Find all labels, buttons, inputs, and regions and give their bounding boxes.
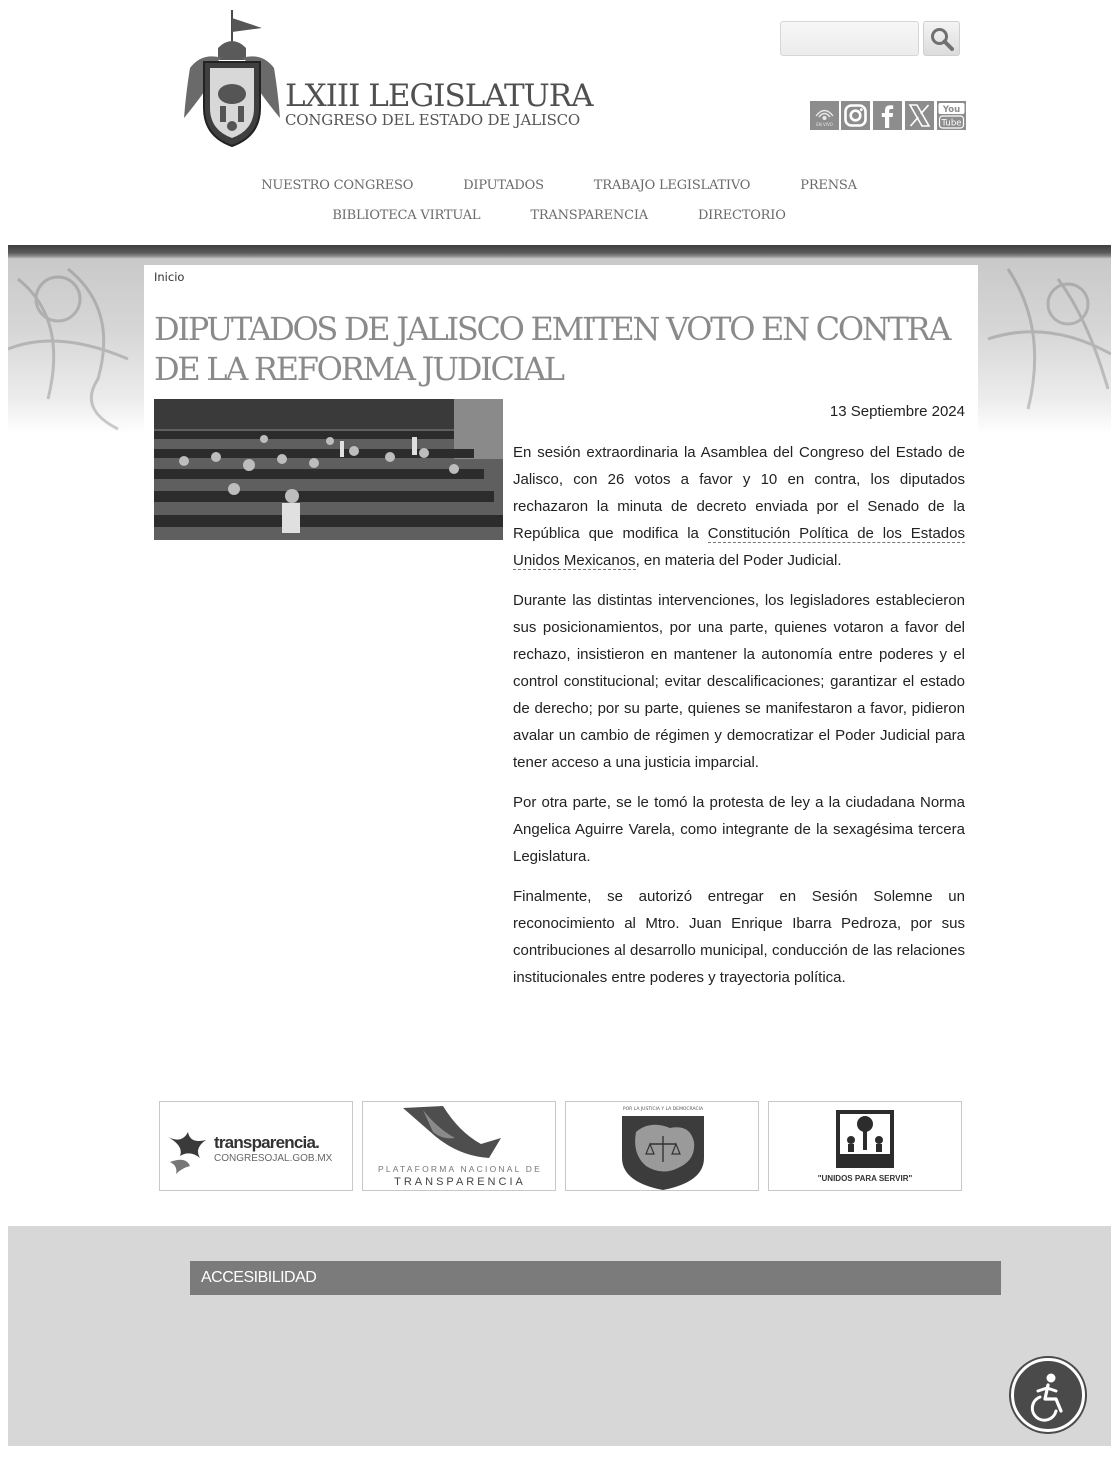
nav-row-secondary (0, 200, 1118, 230)
article-date: 13 Septiembre 2024 (829, 403, 965, 420)
article-photo (154, 399, 503, 540)
nav-item-diputados[interactable]: DIPUTADOS (463, 177, 544, 193)
nav-item-biblioteca-virtual[interactable]: BIBLIOTECA VIRTUAL (332, 207, 481, 223)
instagram-icon[interactable] (841, 101, 870, 130)
svg-text:EN VIVO: EN VIVO (816, 122, 833, 127)
accessibility-section-header: ACCESIBILIDAD (190, 1261, 1001, 1295)
wheelchair-accessibility-icon (1014, 1361, 1082, 1429)
main-navigation (0, 170, 1118, 230)
nav-row-primary (0, 170, 1118, 200)
sindicato-unidos-para-servir-banner[interactable] (768, 1101, 962, 1191)
nav-item-nuestro-congreso[interactable]: NUESTRO CONGRESO (261, 177, 414, 193)
accessibility-widget-button[interactable] (1011, 1358, 1085, 1432)
breadcrumb-home[interactable]: Inicio (154, 270, 185, 284)
header-divider-bar (8, 245, 1111, 259)
site-logo[interactable] (182, 8, 592, 150)
legislature-subtitle: CONGRESO DEL ESTADO DE JALISCO (285, 111, 581, 129)
site-header (0, 0, 1118, 245)
svg-text:POR LA JUSTICIA Y LA DEMOCRACI: POR LA JUSTICIA Y LA DEMOCRACIA (622, 1107, 704, 1112)
article-body (513, 439, 965, 1004)
svg-text:"UNIDOS PARA SERVIR": "UNIDOS PARA SERVIR" (817, 1174, 913, 1183)
iepc-jalisco-banner[interactable] (565, 1101, 759, 1191)
site-footer (8, 1226, 1111, 1446)
article-paragraph: Por otra parte, se le tomó la protesta de ley a la ciudadana Norma Angelica Aguirre Varela, como integrante de la sexagésima tercera Legislatura. (513, 794, 965, 865)
plataforma-nacional-transparencia-banner[interactable] (362, 1101, 556, 1191)
svg-text:Tube: Tube (941, 118, 962, 129)
nav-item-transparencia[interactable]: TRANSPARENCIA (530, 207, 648, 223)
en-vivo-icon[interactable] (810, 101, 839, 130)
svg-text:TRANSPARENCIA: TRANSPARENCIA (394, 1176, 526, 1188)
youtube-icon[interactable] (937, 101, 966, 130)
facebook-icon[interactable] (873, 101, 902, 130)
svg-text:CONGRESOJAL.GOB.MX: CONGRESOJAL.GOB.MX (214, 1153, 333, 1164)
article-paragraph: Durante las distintas intervenciones, los legisladores establecieron sus posicionamientos, por una parte, quienes votaron a favor del rechazo, insistieron en mantener la autonomía entre poderes y el control constitucional; evitar descalificaciones; garantizar el estado de derecho; por su parte, quienes se manifestaron a favor, pidieron avalar un cambio de régimen y democratizar el Poder Judicial para tener acceso a una justicia imparcial. (513, 592, 965, 771)
transparencia-congreso-banner[interactable] (159, 1101, 353, 1191)
nav-item-prensa[interactable]: PRENSA (800, 177, 857, 193)
article-paragraph: Finalmente, se autorizó entregar en Sesión Solemne un reconocimiento al Mtro. Juan Enrique Ibarra Pedroza, por sus contribuciones al desarrollo municipal, conducción de las relaciones institucionales entre poderes y trayectoria política. (513, 888, 965, 986)
search-button[interactable] (923, 21, 960, 56)
svg-text:You: You (942, 105, 961, 115)
svg-text:PLATAFORMA NACIONAL DE: PLATAFORMA NACIONAL DE (378, 1164, 542, 1174)
nav-item-directorio[interactable]: DIRECTORIO (697, 207, 786, 223)
search-icon (929, 26, 955, 52)
nav-item-trabajo-legislativo[interactable]: TRABAJO LEGISLATIVO (593, 177, 751, 193)
article-title: DIPUTADOS DE JALISCO EMITEN VOTO EN CONTRA DE LA REFORMA JUDICIAL (154, 310, 950, 388)
search-input[interactable] (780, 21, 919, 56)
article-paragraph: En sesión extraordinaria la Asamblea del Congreso del Estado de Jalisco, con 26 votos a favor y 10 en contra, los diputados rechazaron la minuta de decreto enviada por el Senado de la República que modifica la Constitución Política de los Estados Unidos Mexicanos, en materia del Poder Judicial. (513, 444, 965, 569)
x-icon[interactable] (905, 101, 934, 130)
constitution-link[interactable]: Constitución Política de los Estados Unidos Mexicanos (513, 525, 965, 569)
jalisco-crest-icon (182, 8, 282, 150)
legislature-title: LXIII LEGISLATURA (285, 78, 593, 114)
svg-text:transparencia.: transparencia. (214, 1133, 320, 1152)
